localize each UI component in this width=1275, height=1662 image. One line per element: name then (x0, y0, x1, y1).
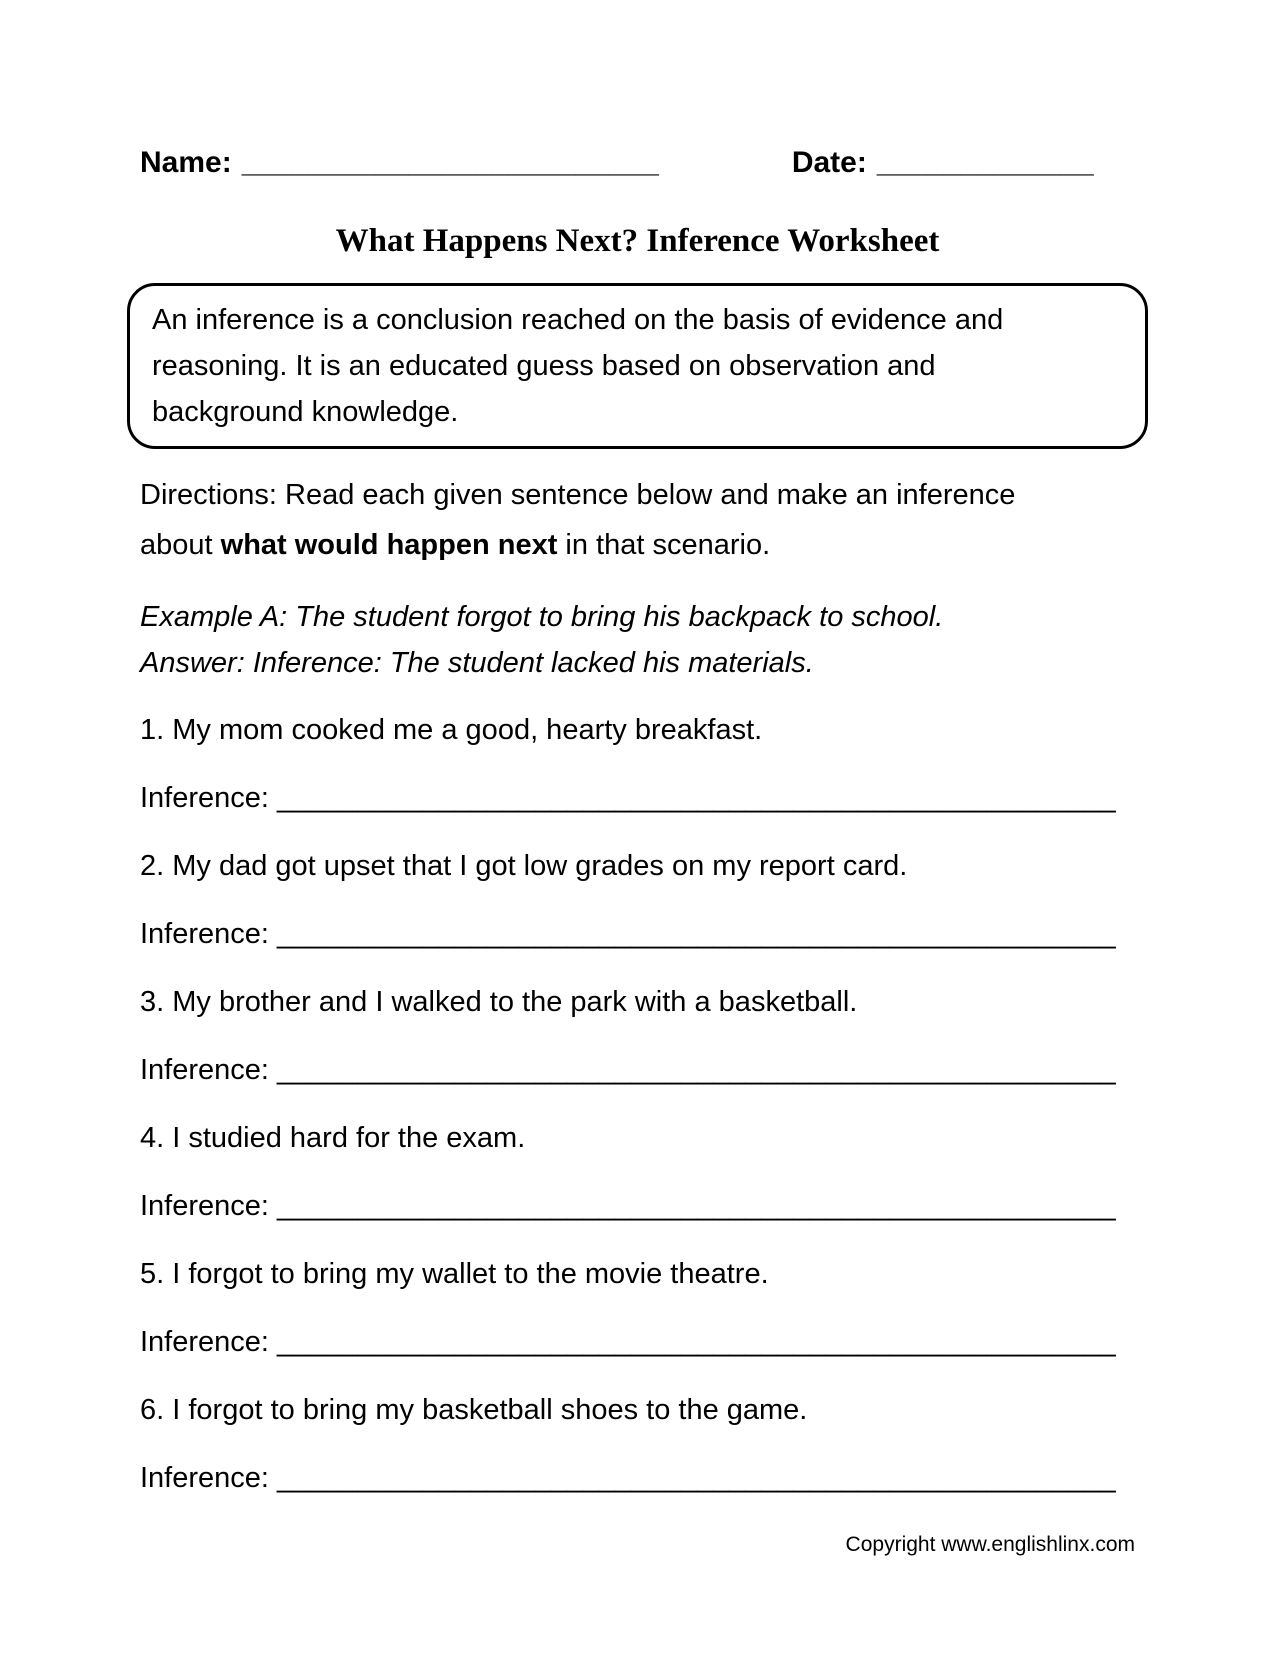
inference-blank-line: ____________________________________________________ (276, 918, 1116, 950)
inference-label: Inference: (140, 1326, 269, 1358)
inference-label: Inference: (140, 1462, 269, 1494)
name-label: Name: (140, 146, 232, 179)
date-label: Date: (791, 146, 867, 179)
example-line-1: Example A: The student forgot to bring his backpack to school. (140, 601, 944, 633)
inference-row-1 (140, 783, 1135, 813)
question-4: 4. I studied hard for the exam. (140, 1122, 526, 1154)
definition-line-2: reasoning. It is an educated guess based on observation and (152, 350, 936, 382)
example-line-2: Answer: Inference: The student lacked his materials. (140, 647, 814, 679)
inference-row-5 (140, 1327, 1135, 1357)
inference-blank-line: ____________________________________________________ (276, 1326, 1116, 1358)
question-6: 6. I forgot to bring my basketball shoes to the game. (140, 1394, 808, 1426)
worksheet-title: What Happens Next? Inference Worksheet (335, 223, 940, 259)
definition-line-3: background knowledge. (152, 396, 459, 428)
name-field (140, 148, 659, 178)
inference-row-6 (140, 1463, 1135, 1493)
inference-blank-line: ____________________________________________________ (276, 1054, 1116, 1086)
question-5: 5. I forgot to bring my wallet to the movie theatre. (140, 1258, 769, 1290)
header-row (140, 148, 1135, 178)
copyright-text: Copyright www.englishlinx.com (845, 1533, 1135, 1556)
question-2: 2. My dad got upset that I got low grades on my report card. (140, 850, 908, 882)
example-block (140, 594, 1135, 686)
inference-row-3 (140, 1055, 1135, 1085)
directions-line2-prefix: about (140, 529, 221, 561)
name-blank-line: _________________________ (241, 146, 659, 179)
inference-row-2 (140, 919, 1135, 949)
inference-label: Inference: (140, 1054, 269, 1086)
inference-row-4 (140, 1191, 1135, 1221)
date-blank-line: _____________ (876, 146, 1094, 179)
directions-line-1: Directions: Read each given sentence below and make an inference (140, 479, 1016, 511)
directions-emphasis: what would happen next (220, 529, 558, 561)
inference-blank-line: ____________________________________________________ (276, 782, 1116, 814)
definition-box (127, 283, 1148, 449)
inference-blank-line: ____________________________________________________ (276, 1190, 1116, 1222)
inference-label: Inference: (140, 918, 269, 950)
inference-label: Inference: (140, 1190, 269, 1222)
directions-line-2 (140, 520, 1135, 570)
directions (140, 470, 1135, 570)
inference-blank-line: ____________________________________________________ (276, 1462, 1116, 1494)
directions-line2-suffix: in that scenario. (557, 529, 771, 561)
definition-line-1: An inference is a conclusion reached on the basis of evidence and (152, 304, 1004, 336)
question-3: 3. My brother and I walked to the park with a basketball. (140, 986, 858, 1018)
date-field (792, 148, 1094, 178)
question-1: 1. My mom cooked me a good, hearty breakfast. (140, 714, 763, 746)
inference-label: Inference: (140, 782, 269, 814)
footer (140, 1531, 1135, 1559)
